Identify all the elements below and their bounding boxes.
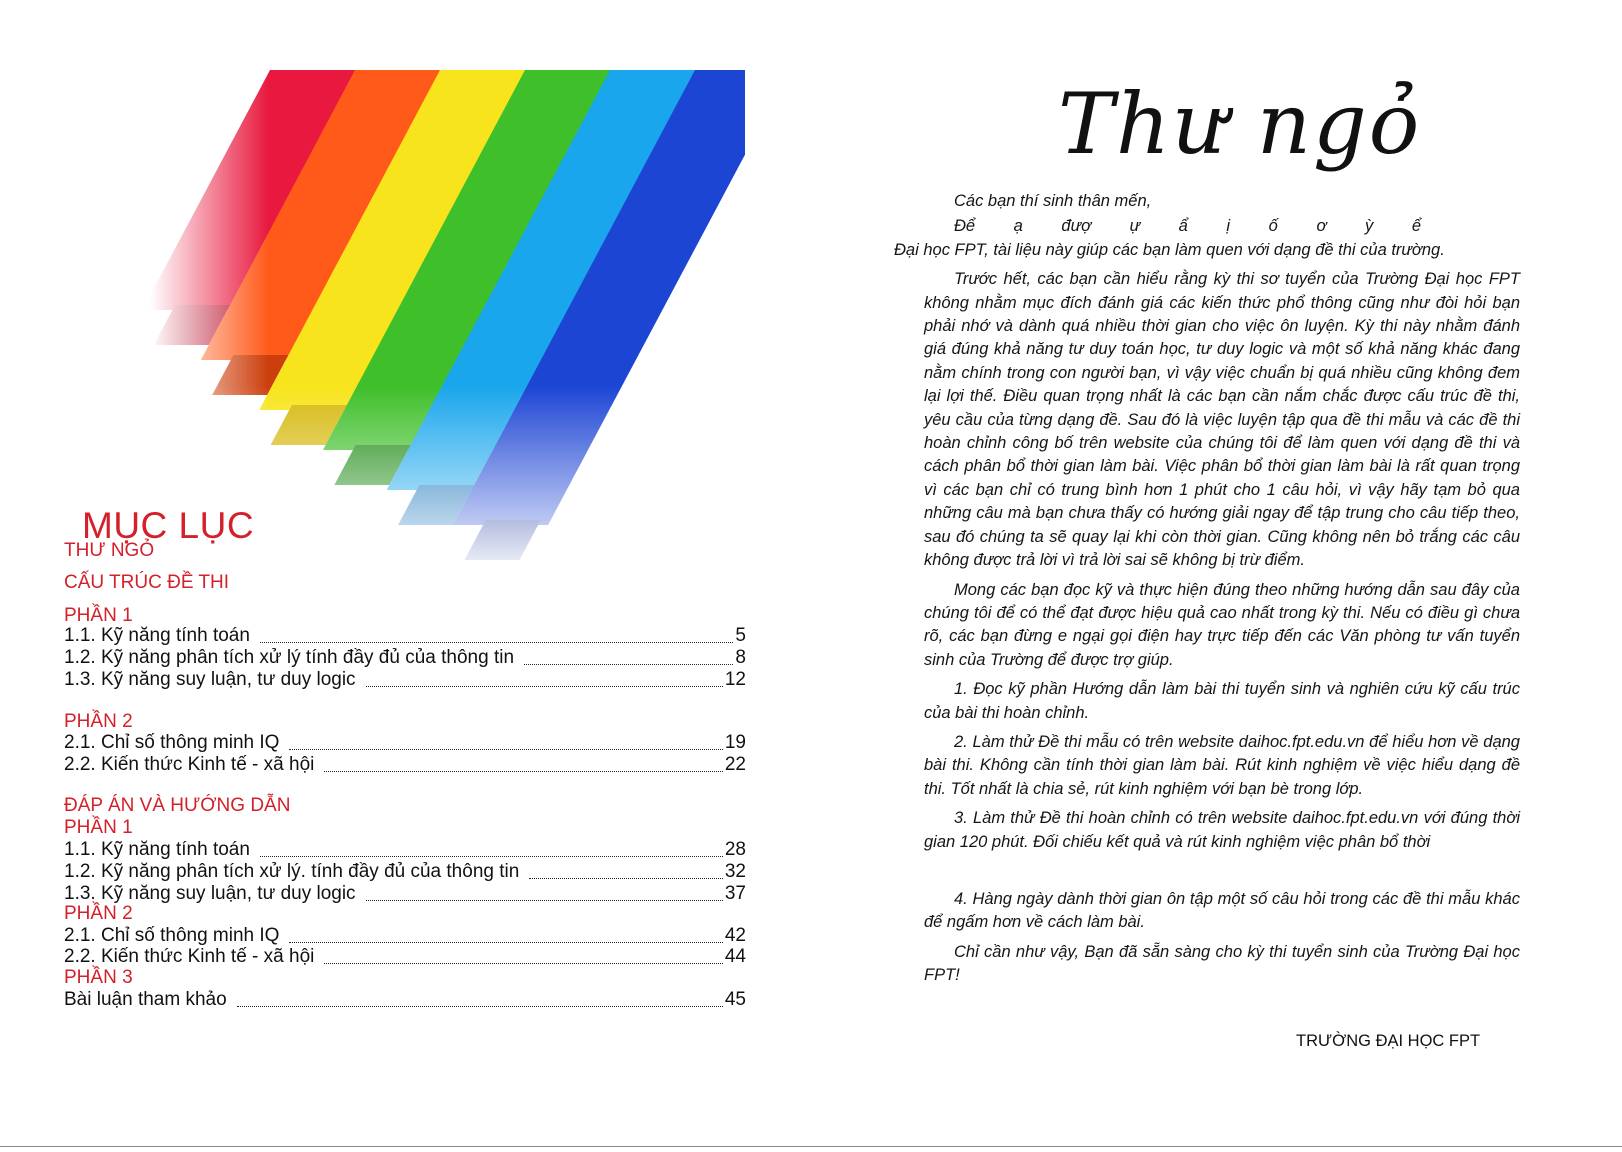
toc-entry-text: Bài luận tham khảo (64, 989, 227, 1010)
toc-section-title: PHẦN 1 (64, 817, 133, 838)
toc-entry-text: 2.1. Chỉ số thông minh IQ (64, 732, 280, 753)
letter-paragraph: 4. Hàng ngày dành thời gian ôn tập một số câu hỏi trong các đề thi mẫu khác để ngấm hơn về cách làm bài. (924, 889, 1520, 932)
toc-leader-dots (366, 899, 723, 901)
letter-paragraph: Để ạ đượ ự ẩ ị ố ơ ỳ ể (954, 217, 1422, 236)
toc-entry-page: 28 (724, 839, 746, 860)
toc-entry-text: 1.2. Kỹ năng phân tích xử lý tính đầy đủ của thông tin (64, 647, 515, 668)
toc-title: MỤC LỤC (82, 505, 255, 546)
toc-leader-dots (324, 770, 723, 772)
toc-section-title: PHẦN 2 (64, 711, 133, 732)
toc-entry-page: 5 (735, 625, 746, 646)
toc-entry[interactable] (64, 861, 746, 883)
toc-section-title: PHẦN 2 (64, 903, 133, 924)
toc-leader-dots (324, 962, 723, 964)
letter-signature: TRƯỜNG ĐẠI HỌC FPT (1296, 1032, 1481, 1050)
toc-section-title: PHẦN 3 (64, 967, 133, 988)
toc-entry[interactable] (64, 925, 746, 947)
toc-leader-dots (524, 663, 733, 665)
toc-entry-page: 19 (724, 732, 746, 753)
letter-paragraph: Mong các bạn đọc kỹ và thực hiện đúng theo những hướng dẫn sau đây của chúng tôi để có thể đạt được hiệu quả cao nhất trong kỳ thi. Nếu có điều gì chưa rõ, các bạn đừng e ngại gọi điện hay trực tiếp đến các Văn phòng tư vấn tuyển sinh của Trường để được trợ giúp. (924, 580, 1520, 669)
toc-section-title: PHẦN 1 (64, 605, 133, 626)
letter-paragraph: Đại học FPT, tài liệu này giúp các bạn làm quen với dạng đề thi của trường. (894, 240, 1445, 259)
toc-entry[interactable] (64, 669, 746, 691)
toc-entry-page: 45 (724, 989, 746, 1010)
letter-salutation: Các bạn thí sinh thân mến, (954, 192, 1152, 210)
toc-leader-dots (289, 748, 722, 750)
toc-leader-dots (289, 941, 722, 943)
letter-body (894, 190, 1520, 994)
toc-entry-page: 32 (724, 861, 746, 882)
toc-entry[interactable] (64, 732, 746, 754)
toc-entry-page: 37 (724, 883, 746, 904)
toc-entry[interactable] (64, 989, 746, 1011)
toc-leader-dots (529, 877, 723, 879)
toc-entry[interactable] (64, 946, 746, 968)
toc-link-thu-ngo[interactable]: THƯ NGỎ (64, 540, 155, 561)
toc-entry-text: 1.1. Kỹ năng tính toán (64, 625, 250, 646)
toc-entry[interactable] (64, 647, 746, 669)
toc-leader-dots (260, 855, 723, 857)
letter-paragraph: Trước hết, các bạn cần hiểu rằng kỳ thi sơ tuyển của Trường Đại học FPT không nhằm mục đích đánh giá các kiến thức phổ thông cũng như đòi hỏi bạn phải nhớ và dành quá nhiều thời gian cho việc ôn luyện. Kỳ thi này nhằm đánh giá đúng khả năng tư duy toán học, tư duy logic và một số khả năng khác đang nằm chính trong con người bạn, vì vậy việc chuẩn bị quá nhiều cũng không đem lại lợi thế. Điều quan trọng nhất là các bạn cần nắm chắc được cấu trúc đề thi, yêu cầu của từng dạng đề. Sau đó là việc luyện tập qua đề thi mẫu và các đề thi hoàn chỉnh công bố trên website của chúng tôi để làm quen với dạng đề thi và cách phân bổ thời gian làm bài. Việc phân bổ thời gian làm bài là rất quan trọng vì các bạn chỉ có trung bình hơn 1 phút cho 1 câu hỏi, vì vậy hãy tạm bỏ qua những câu mà bạn chưa thấy có hướng giải ngay để tập trung cho câu tiếp theo, sau đó chúng ta sẽ quay lại khi còn thời gian. Cũng không nên bỏ trắng các câu không được trả lời vì trả lời sai sẽ không bị trừ điểm. (924, 270, 1520, 570)
letter-paragraph: Chỉ cần như vậy, Bạn đã sẵn sàng cho kỳ thi tuyển sinh của Trường Đại học FPT! (924, 942, 1520, 985)
toc-entry-page: 42 (724, 925, 746, 946)
toc-entry-text: 1.3. Kỹ năng suy luận, tư duy logic (64, 883, 356, 904)
toc-entry-text: 2.1. Chỉ số thông minh IQ (64, 925, 280, 946)
toc-entry[interactable] (64, 883, 746, 905)
toc-entry-page: 44 (724, 946, 746, 967)
toc-leader-dots (237, 1005, 723, 1007)
toc-entry[interactable] (64, 839, 746, 861)
toc-entry[interactable] (64, 754, 746, 776)
toc-entry-page: 8 (735, 647, 746, 668)
letter-paragraph: 3. Làm thử Đề thi hoàn chỉnh có trên website daihoc.fpt.edu.vn với đúng thời gian 120 phút. Đối chiếu kết quả và rút kinh nghiệm việc phân bổ thời (924, 809, 1520, 851)
letter-title: Thư ngỏ (1058, 75, 1422, 173)
toc-answers-title: ĐÁP ÁN VÀ HƯỚNG DẪN (64, 795, 291, 816)
toc-entry-text: 2.2. Kiến thức Kinh tế - xã hội (64, 946, 315, 967)
toc-link-cau-truc[interactable]: CẤU TRÚC ĐỀ THI (64, 572, 230, 593)
letter-paragraph: 1. Đọc kỹ phần Hướng dẫn làm bài thi tuyển sinh và nghiên cứu kỹ cấu trúc của bài thi hoàn chỉnh. (924, 680, 1520, 722)
rainbow-markers-image (150, 70, 745, 580)
markers-illustration (150, 70, 745, 580)
toc-entry-page: 12 (724, 669, 746, 690)
toc-leader-dots (260, 641, 734, 643)
toc-entry-text: 1.3. Kỹ năng suy luận, tư duy logic (64, 669, 356, 690)
letter-paragraph: 2. Làm thử Đề thi mẫu có trên website daihoc.fpt.edu.vn để hiểu hơn về dạng bài thi. Không cần tính thời gian làm bài. Rút kinh nghiệm về việc hiểu dạng đề thi. Tốt nhất là chia sẻ, rút kinh nghiệm với bạn bè trong lớp. (924, 732, 1520, 798)
toc-entry-text: 1.2. Kỹ năng phân tích xử lý. tính đầy đủ của thông tin (64, 861, 520, 882)
page-divider (0, 1146, 1622, 1147)
toc-entry[interactable] (64, 625, 746, 647)
toc-leader-dots (366, 685, 723, 687)
toc-entry-text: 1.1. Kỹ năng tính toán (64, 839, 250, 860)
toc-entry-text: 2.2. Kiến thức Kinh tế - xã hội (64, 754, 315, 775)
toc-entry-page: 22 (724, 754, 746, 775)
